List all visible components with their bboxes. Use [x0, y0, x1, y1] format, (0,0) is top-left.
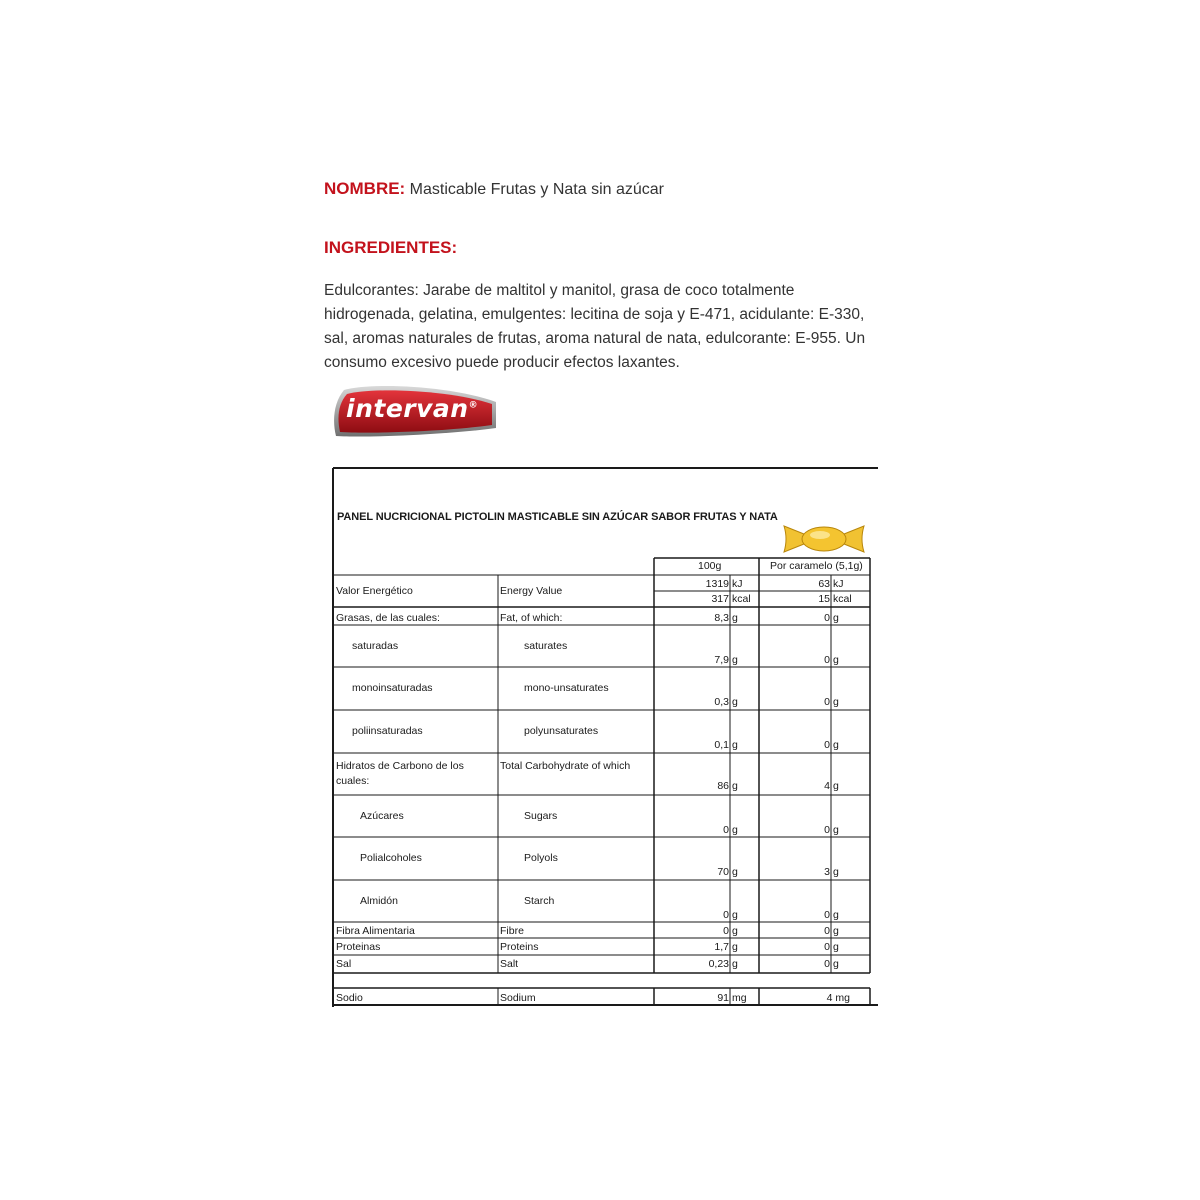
- panel-title: PANEL NUCRICIONAL PICTOLIN MASTICABLE SIN AZÚCAR SABOR FRUTAS Y NATA: [337, 511, 778, 523]
- value-caramelo: 4: [824, 780, 830, 792]
- row-label-es: Hidratos de Carbono de los: [336, 760, 464, 772]
- row-label-es: Sal: [336, 958, 352, 970]
- value-100g: 7,9: [714, 654, 729, 666]
- row-label-en: Energy Value: [500, 585, 563, 597]
- row-label-en: saturates: [524, 640, 568, 652]
- row-label-en: Proteins: [500, 941, 539, 953]
- value-caramelo: 0: [824, 958, 830, 970]
- row-label-en: Starch: [524, 895, 555, 907]
- unit-caramelo: kcal: [833, 593, 852, 605]
- value-100g: 70: [717, 866, 729, 878]
- value-100g: 86: [717, 780, 729, 792]
- row-label-en: Sugars: [524, 810, 558, 822]
- unit-caramelo: g: [833, 866, 839, 878]
- unit-100g: g: [732, 739, 738, 751]
- value-100g: 91: [717, 992, 729, 1004]
- value-100g: 0: [723, 909, 729, 921]
- unit-caramelo: g: [833, 780, 839, 792]
- row-label-en: Salt: [500, 958, 519, 970]
- value-caramelo: 0: [824, 824, 830, 836]
- row-label-en: Fat, of which:: [500, 612, 563, 624]
- ingredients-line: hidrogenada, gelatina, emulgentes: lecitina de soja y E-471, acidulante: E-330,: [324, 306, 865, 323]
- unit-caramelo: g: [833, 696, 839, 708]
- row-label-en: Sodium: [500, 992, 536, 1004]
- unit-caramelo: g: [833, 958, 839, 970]
- unit-100g: g: [732, 866, 738, 878]
- value-caramelo: 0: [824, 739, 830, 751]
- intervan-logo: [332, 384, 500, 440]
- unit-caramelo: g: [833, 654, 839, 666]
- value-caramelo: 0: [824, 941, 830, 953]
- row-label-es: Grasas, de las cuales:: [336, 612, 440, 624]
- unit-100g: g: [732, 925, 738, 937]
- row-label-es: Polialcoholes: [360, 852, 422, 864]
- column-header-100g: 100g: [698, 560, 722, 572]
- row-label-es: Almidón: [360, 895, 398, 907]
- unit-100g: kcal: [732, 593, 751, 605]
- product-name-line: [324, 178, 664, 201]
- ingredients-text: [324, 279, 884, 375]
- unit-caramelo: g: [833, 824, 839, 836]
- row-label-en: Total Carbohydrate of which: [500, 760, 631, 772]
- unit-caramelo: kJ: [833, 578, 844, 590]
- row-label-es: monoinsaturadas: [352, 682, 433, 694]
- unit-100g: g: [732, 696, 738, 708]
- value-caramelo: 0: [824, 909, 830, 921]
- value-100g: 0: [723, 824, 729, 836]
- row-label-es-cont: cuales:: [336, 775, 370, 787]
- name-value: Masticable Frutas y Nata sin azúcar: [409, 181, 664, 198]
- row-label-en: Polyols: [524, 852, 558, 864]
- unit-100g: g: [732, 780, 738, 792]
- column-header-caramelo: Por caramelo (5,1g): [770, 560, 863, 572]
- value-100g: 0,23: [708, 958, 729, 970]
- unit-100g: g: [732, 824, 738, 836]
- unit-100g: g: [732, 958, 738, 970]
- value-100g: 0: [723, 925, 729, 937]
- row-label-es: poliinsaturadas: [352, 725, 423, 737]
- row-label-en: mono-unsaturates: [524, 682, 609, 694]
- caramel-candy-icon: [782, 522, 866, 556]
- unit-100g: mg: [732, 992, 747, 1004]
- value-100g: 1319: [705, 578, 729, 590]
- name-label: NOMBRE:: [324, 179, 406, 198]
- value-caramelo: 0: [824, 925, 830, 937]
- ingredients-label: INGREDIENTES:: [324, 238, 458, 257]
- unit-caramelo: g: [833, 925, 839, 937]
- value-100g: 8,3: [714, 612, 729, 624]
- unit-caramelo: g: [833, 909, 839, 921]
- ingredients-line: consumo excesivo puede producir efectos laxantes.: [324, 354, 680, 371]
- unit-100g: g: [732, 941, 738, 953]
- value-100g: 1,7: [714, 941, 729, 953]
- row-label-es: Azúcares: [360, 810, 404, 822]
- row-label-es: Sodio: [336, 992, 363, 1004]
- logo-text: intervan®: [346, 394, 479, 423]
- row-label-es: Valor Energético: [336, 585, 413, 597]
- unit-caramelo: g: [833, 941, 839, 953]
- ingredients-line: sal, aromas naturales de frutas, aroma natural de nata, edulcorante: E-955. Un: [324, 330, 866, 347]
- unit-100g: g: [732, 612, 738, 624]
- unit-100g: g: [732, 909, 738, 921]
- unit-caramelo: g: [833, 612, 839, 624]
- row-label-es: saturadas: [352, 640, 399, 652]
- row-label-en: polyunsaturates: [524, 725, 599, 737]
- value-caramelo: 3: [824, 866, 830, 878]
- unit-caramelo: g: [833, 739, 839, 751]
- unit-100g: g: [732, 654, 738, 666]
- value-caramelo: 0: [824, 696, 830, 708]
- value-caramelo: 4 mg: [826, 992, 850, 1004]
- value-100g: 0,1: [714, 739, 729, 751]
- value-caramelo: 0: [824, 654, 830, 666]
- row-label-es: Fibra Alimentaria: [336, 925, 415, 937]
- row-label-es: Proteinas: [336, 941, 381, 953]
- value-100g: 317: [711, 593, 729, 605]
- value-caramelo: 63: [818, 578, 830, 590]
- value-100g: 0,3: [714, 696, 729, 708]
- value-caramelo: 15: [818, 593, 830, 605]
- unit-100g: kJ: [732, 578, 743, 590]
- row-label-en: Fibre: [500, 925, 524, 937]
- value-caramelo: 0: [824, 612, 830, 624]
- ingredients-line: Edulcorantes: Jarabe de maltitol y manitol, grasa de coco totalmente: [324, 282, 795, 299]
